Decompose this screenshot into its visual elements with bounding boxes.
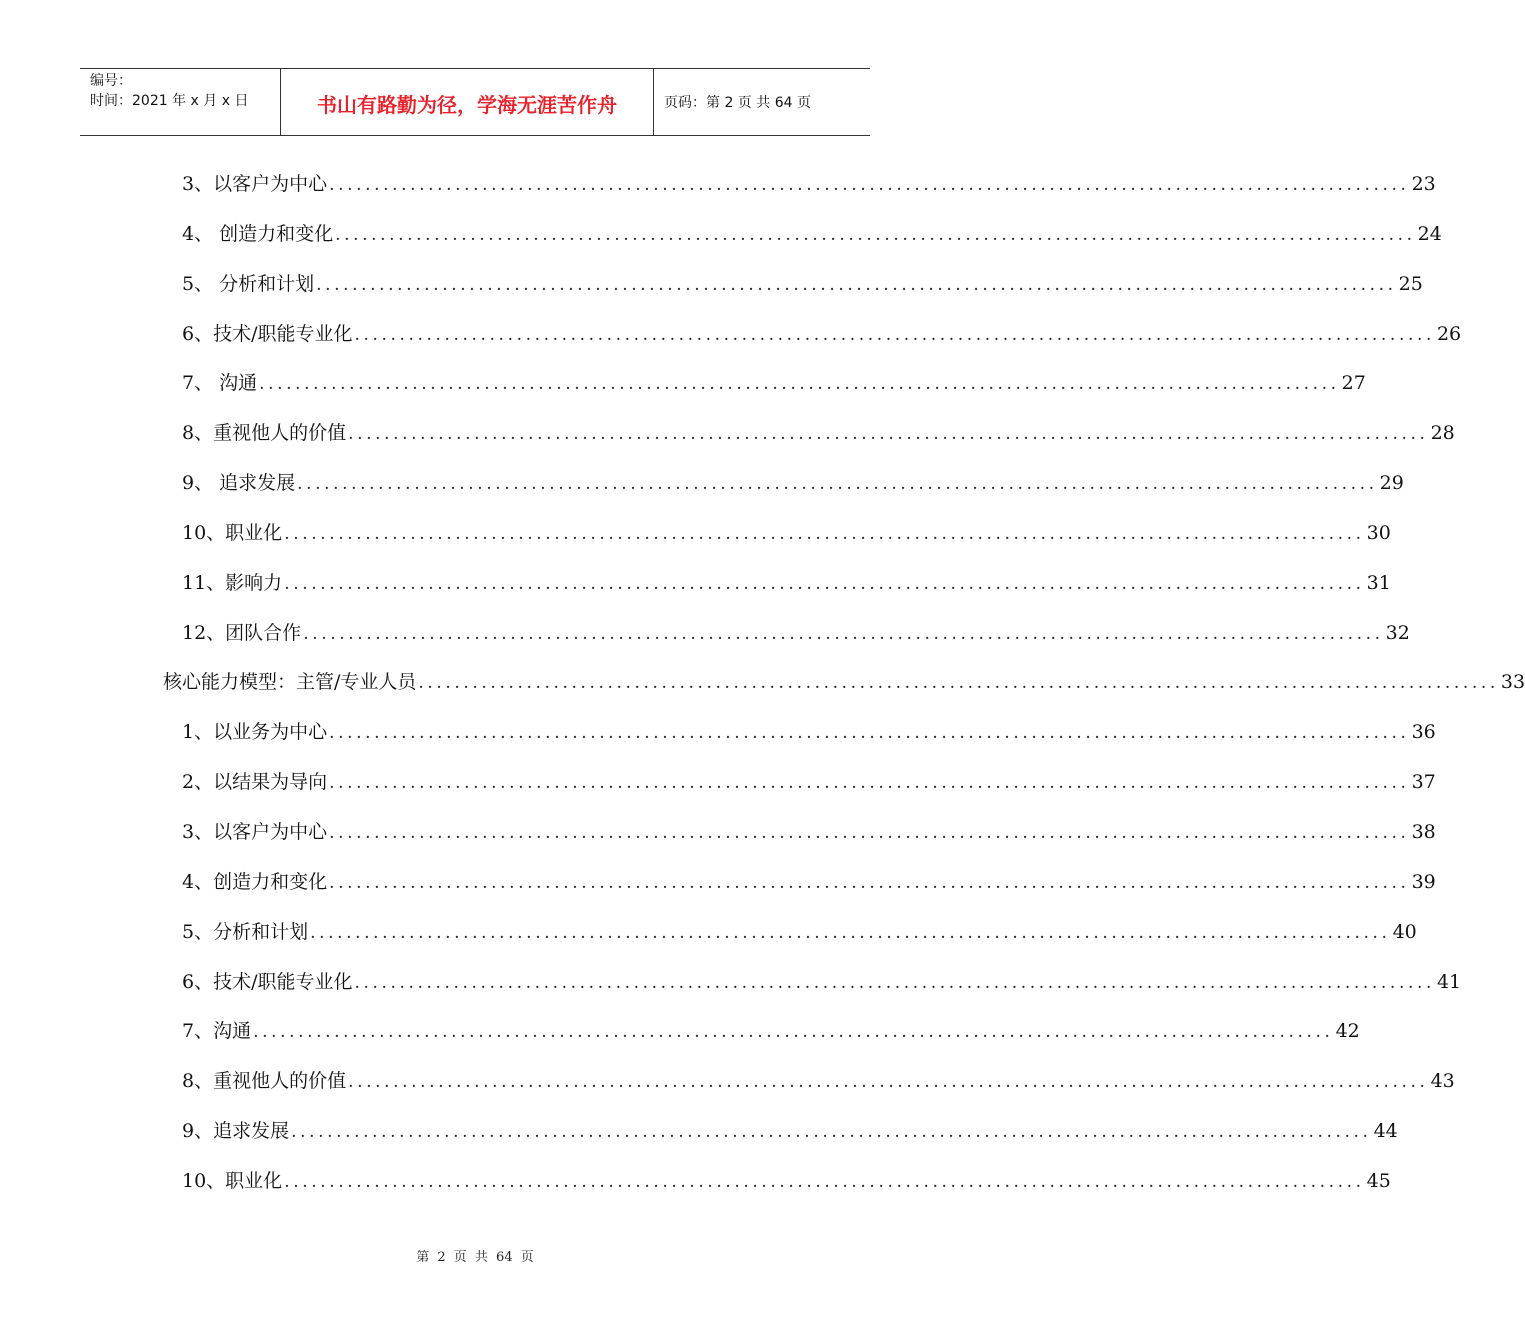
toc-entry-label: 1、以业务为中心 xyxy=(182,721,328,744)
page-footer: 第 2 页 共 64 页 xyxy=(416,1250,534,1265)
toc-entry[interactable] xyxy=(163,509,1391,559)
toc-leader-dots: ........................................................................................................................ xyxy=(329,175,1410,195)
toc-entry-label: 8、重视他人的价值 xyxy=(182,1070,347,1093)
toc-leader-dots: ........................................................................................................................ xyxy=(354,324,1435,345)
toc-entry-page-number: 29 xyxy=(1379,472,1404,495)
toc-entry[interactable] xyxy=(163,808,1436,858)
toc-entry-label: 核心能力模型：主管/专业人员 xyxy=(163,671,417,694)
document-number-label: 编号： xyxy=(90,73,132,89)
toc-entry-label: 7、沟通 xyxy=(182,1020,252,1043)
toc-entry[interactable] xyxy=(163,160,1436,210)
toc-entry[interactable] xyxy=(163,1057,1455,1107)
toc-entry-label: 11、影响力 xyxy=(182,571,283,594)
toc-leader-dots: ........................................................................................................................ xyxy=(329,822,1410,843)
toc-entry-label: 4、 创造力和变化 xyxy=(182,222,334,245)
toc-entry-label: 7、 沟通 xyxy=(182,372,258,395)
toc-entry[interactable] xyxy=(163,1107,1398,1157)
toc-entry-page-number: 37 xyxy=(1411,771,1436,794)
toc-entry[interactable] xyxy=(163,958,1462,1008)
toc-entry-page-number: 45 xyxy=(1366,1169,1391,1192)
toc-leader-dots: ........................................................................................................................ xyxy=(354,972,1435,993)
toc-entry-page-number: 23 xyxy=(1411,173,1436,195)
toc-entry-label: 6、技术/职能专业化 xyxy=(182,970,353,993)
toc-entry-page-number: 32 xyxy=(1385,621,1410,644)
toc-leader-dots: ........................................................................................................................ xyxy=(303,623,1384,644)
toc-leader-dots: ........................................................................................................................ xyxy=(329,773,1410,794)
header-page-info: 页码：第 2 页 共 64 页 xyxy=(664,95,811,111)
toc-entry-label: 12、团队合作 xyxy=(182,621,302,644)
toc-entry-label: 9、 追求发展 xyxy=(182,472,296,495)
toc-leader-dots: ........................................................................................................................ xyxy=(291,1122,1372,1143)
toc-leader-dots: ........................................................................................................................ xyxy=(284,1171,1365,1192)
toc-entry[interactable] xyxy=(163,858,1436,908)
toc-entry[interactable] xyxy=(163,459,1404,509)
toc-leader-dots: ........................................................................................................................ xyxy=(297,474,1378,495)
toc-entry-page-number: 27 xyxy=(1341,372,1366,395)
toc-entry-label: 8、重视他人的价值 xyxy=(182,422,347,445)
toc-leader-dots: ........................................................................................................................ xyxy=(418,673,1499,694)
toc-entry-label: 3、以客户为中心 xyxy=(182,173,328,195)
header-meta xyxy=(80,69,281,135)
toc-entry-page-number: 44 xyxy=(1373,1120,1398,1143)
toc-entry[interactable] xyxy=(163,310,1462,360)
toc-entry-page-number: 38 xyxy=(1411,820,1436,843)
toc-leader-dots: ........................................................................................................................ xyxy=(284,523,1365,544)
toc-entry-page-number: 26 xyxy=(1436,322,1462,345)
toc-entry-page-number: 42 xyxy=(1335,1020,1360,1043)
toc-entry[interactable] xyxy=(163,559,1391,609)
document-time-label: 时间：2021 年 x 月 x 日 xyxy=(90,93,249,109)
toc-entry[interactable] xyxy=(163,1007,1360,1057)
toc-leader-dots: ........................................................................................................................ xyxy=(259,374,1340,395)
toc-entry[interactable] xyxy=(163,609,1410,659)
toc-entry[interactable] xyxy=(163,409,1455,459)
toc-entry-page-number: 28 xyxy=(1430,422,1455,445)
toc-entry-page-number: 43 xyxy=(1430,1070,1455,1093)
toc-entry-label: 4、创造力和变化 xyxy=(182,870,328,893)
toc-entry[interactable] xyxy=(163,1157,1391,1207)
toc-entry[interactable] xyxy=(163,210,1442,260)
toc-entry-label: 10、职业化 xyxy=(182,521,283,544)
toc-entry-label: 2、以结果为导向 xyxy=(182,771,328,794)
toc-entry[interactable] xyxy=(163,359,1366,409)
header-motto: 书山有路勤为径，学海无涯苦作舟 xyxy=(281,69,654,135)
toc-entry-label: 9、追求发展 xyxy=(182,1120,290,1143)
toc-leader-dots: ........................................................................................................................ xyxy=(284,573,1365,594)
toc-entry-label: 5、分析和计划 xyxy=(182,920,309,943)
toc-leader-dots: ........................................................................................................................ xyxy=(348,1072,1429,1093)
toc-leader-dots: ........................................................................................................................ xyxy=(329,723,1410,744)
table-of-contents xyxy=(163,160,1525,1207)
toc-leader-dots: ........................................................................................................................ xyxy=(335,224,1416,245)
toc-entry-page-number: 30 xyxy=(1366,521,1391,544)
toc-entry-page-number: 33 xyxy=(1500,671,1525,694)
toc-leader-dots: ........................................................................................................................ xyxy=(310,922,1391,943)
toc-entry[interactable] xyxy=(163,758,1436,808)
toc-entry-label: 5、 分析和计划 xyxy=(182,272,315,295)
toc-entry[interactable] xyxy=(163,260,1423,310)
toc-leader-dots: ........................................................................................................................ xyxy=(329,872,1410,893)
toc-leader-dots: ........................................................................................................................ xyxy=(316,274,1397,295)
toc-entry-page-number: 25 xyxy=(1398,272,1423,295)
toc-entry-page-number: 24 xyxy=(1417,222,1442,245)
toc-entry-page-number: 41 xyxy=(1436,970,1462,993)
toc-entry-label: 10、职业化 xyxy=(182,1169,283,1192)
toc-entry-page-number: 40 xyxy=(1392,920,1417,943)
toc-entry-page-number: 39 xyxy=(1411,870,1436,893)
toc-entry-page-number: 36 xyxy=(1411,721,1436,744)
toc-entry-page-number: 31 xyxy=(1366,571,1391,594)
toc-leader-dots: ........................................................................................................................ xyxy=(253,1022,1334,1043)
page-header xyxy=(80,68,870,136)
toc-entry-label: 3、以客户为中心 xyxy=(182,820,328,843)
toc-entry[interactable] xyxy=(163,708,1436,758)
toc-leader-dots: ........................................................................................................................ xyxy=(348,424,1429,445)
toc-entry[interactable] xyxy=(163,908,1417,958)
toc-entry[interactable] xyxy=(163,658,1525,708)
toc-entry-label: 6、技术/职能专业化 xyxy=(182,322,353,345)
